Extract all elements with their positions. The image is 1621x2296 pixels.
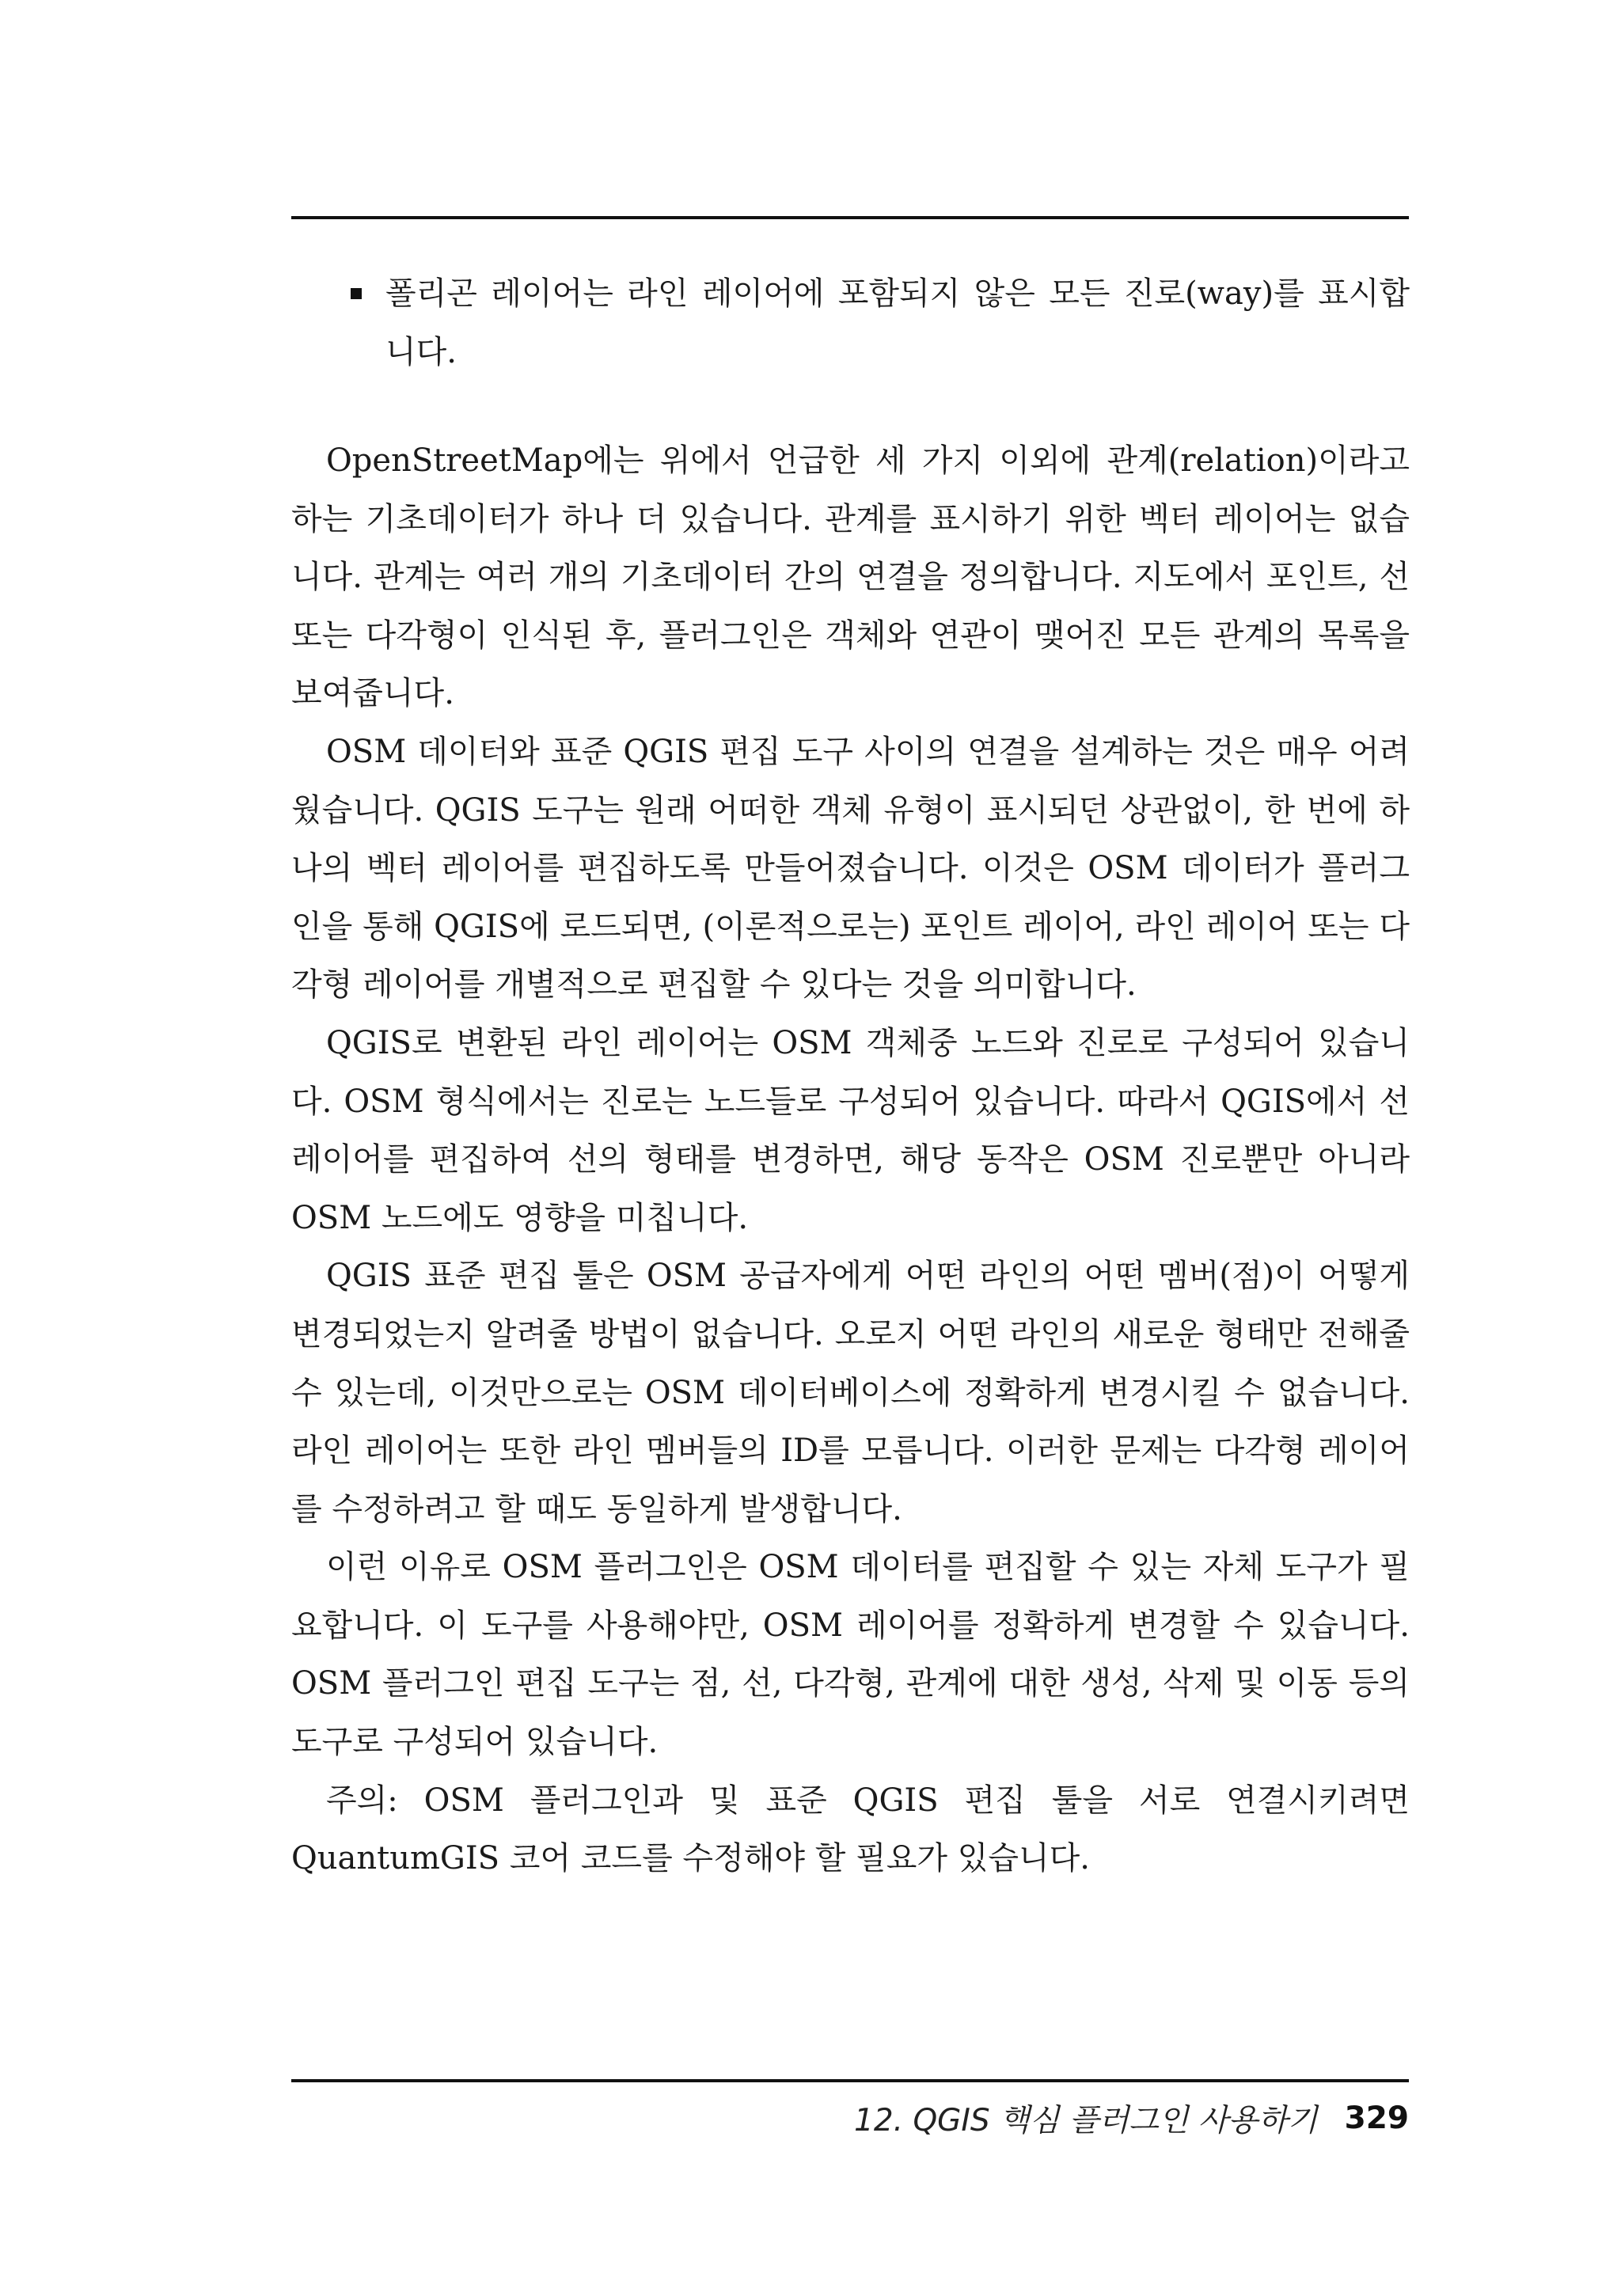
paragraph-relation: OpenStreetMap에는 위에서 언급한 세 가지 이외에 관계(relation)이라고 하는 기초데이터가 하나 더 있습니다. 관계를 표시하기 위한 벡터 레이어는 없습니다. 관계는 여러 개의 기초데이터 간의 연결을 정의합니다. 지도에서 포인트, 선 또는 다각형이 인식된 후, 플러그인은 객체와 연관이 맺어진 모든 관계의 목록을 보여줍니다. <box>291 442 1410 712</box>
square-bullet-icon <box>351 288 362 299</box>
paragraph-editing-design: OSM 데이터와 표준 QGIS 편집 도구 사이의 연결을 설계하는 것은 매우 어려웠습니다. QGIS 도구는 원래 어떠한 객체 유형이 표시되던 상관없이, 한 번에 하나의 벡터 레이어를 편집하도록 만들어졌습니다. 이것은 OSM 데이터가 플러그인을 통해 QGIS에 로드되면, (이론적으로는) 포인트 레이어, 라인 레이어 또는 다각형 레이어를 개별적으로 편집할 수 있다는 것을 의미합니다. <box>291 733 1410 1004</box>
chapter-title: 12. QGIS 핵심 플러그인 사용하기 <box>854 2103 1318 2139</box>
paragraph-line-layer: QGIS로 변환된 라인 레이어는 OSM 객체중 노드와 진로로 구성되어 있습니다. OSM 형식에서는 진로는 노드들로 구성되어 있습니다. 따라서 QGIS에서 선 레이어를 편집하여 선의 형태를 변경하면, 해당 동작은 OSM 진로뿐만 아니라 OSM 노드에도 영향을 미칩니다. <box>291 1024 1410 1236</box>
bullet-item <box>351 264 1410 381</box>
page-footer <box>854 2090 1409 2146</box>
paragraph-note: 주의: OSM 플러그인과 및 표준 QGIS 편집 툴을 서로 연결시키려면 QuantumGIS 코어 코드를 수정해야 할 필요가 있습니다. <box>291 1782 1410 1877</box>
bullet-text: 폴리곤 레이어는 라인 레이어에 포함되지 않은 모든 진로(way)를 표시합니다. <box>385 275 1410 370</box>
footer-rule <box>291 2079 1409 2082</box>
body-text <box>291 432 1410 1888</box>
paragraph-own-tools: 이런 이유로 OSM 플러그인은 OSM 데이터를 편집할 수 있는 자체 도구가 필요합니다. 이 도구를 사용해야만, OSM 레이어를 정확하게 변경할 수 있습니다. OSM 플러그인 편집 도구는 점, 선, 다각형, 관계에 대한 생성, 삭제 및 이동 등의 도구로 구성되어 있습니다. <box>291 1549 1410 1761</box>
header-rule <box>291 216 1409 219</box>
page-number: 329 <box>1344 2100 1409 2136</box>
paragraph-edit-tools: QGIS 표준 편집 툴은 OSM 공급자에게 어떤 라인의 어떤 멤버(점)이 어떻게 변경되었는지 알려줄 방법이 없습니다. 오로지 어떤 라인의 새로운 형태만 전해줄 수 있는데, 이것만으로는 OSM 데이터베이스에 정확하게 변경시킬 수 없습니다. 라인 레이어는 또한 라인 멤버들의 ID를 모릅니다. 이러한 문제는 다각형 레이어를 수정하려고 할 때도 동일하게 발생합니다. <box>291 1258 1410 1528</box>
